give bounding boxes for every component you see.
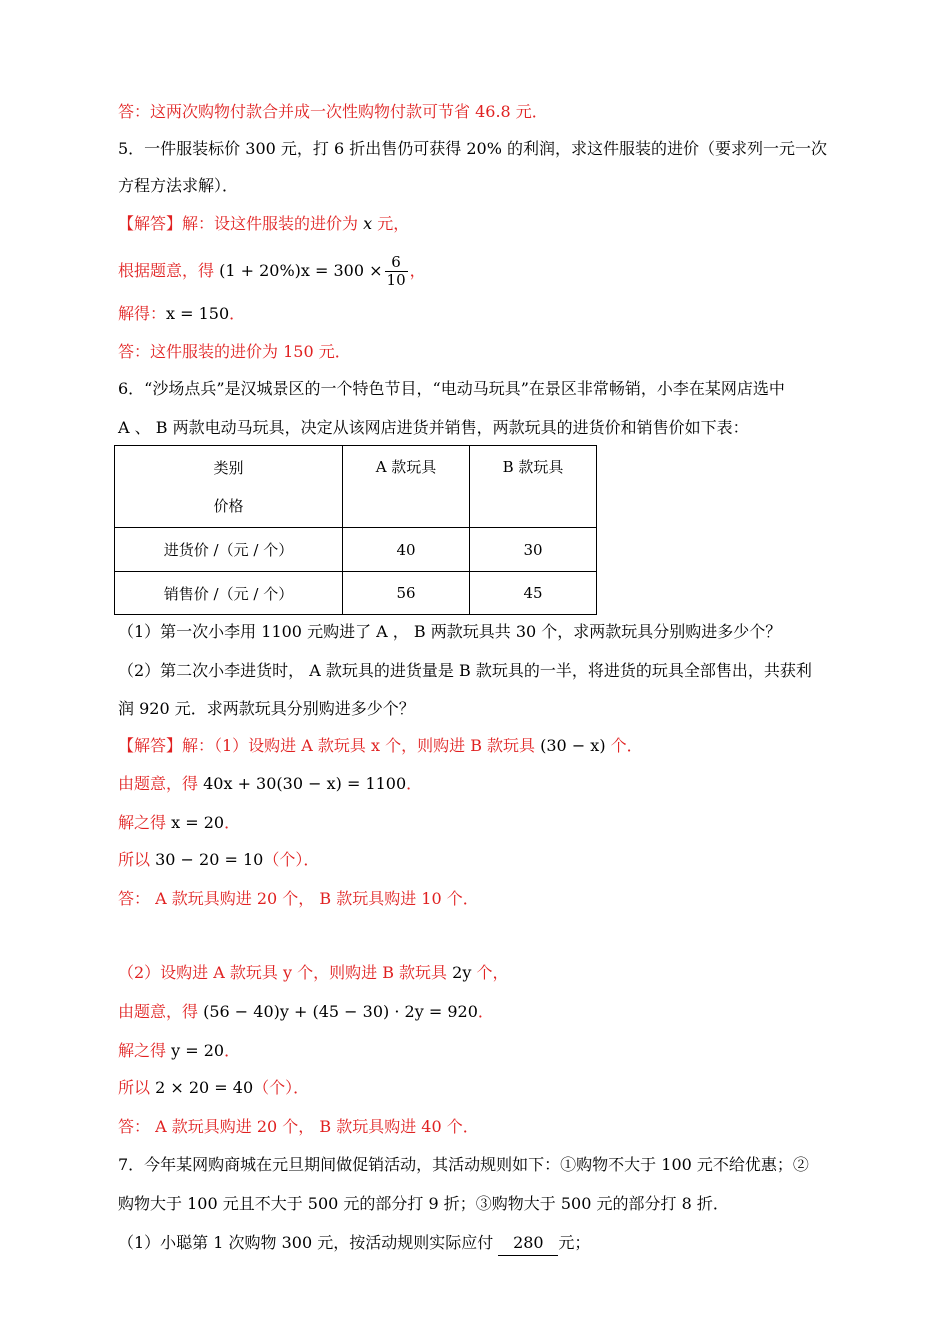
solution-6-so: [118, 848, 319, 872]
question-6-part2-line1: （2）第二次小李进货时， A 款玩具的进货量是 B 款玩具的一半，将进货的玩具全部售出，共获利: [118, 661, 812, 680]
part1-text: （1）小聪第 1 次购物 300 元，按活动规则实际应付: [118, 1233, 499, 1252]
equation-body: 40x + 30(30 − x) = 1100: [203, 774, 407, 793]
cell-purchase-b: 30: [470, 528, 597, 572]
solve-tail: ．: [224, 1041, 241, 1060]
cell-purchase-a: 40: [343, 528, 470, 572]
setup-tail: 个．: [605, 736, 643, 755]
row-label-sale: 销售价 /（元 / 个）: [115, 572, 343, 615]
setup-expression: 2y: [452, 963, 472, 982]
question-6-part1: （1）第一次小李用 1100 元购进了 A ， B 两款玩具共 30 个，求两款玩具分别购进多少个？: [118, 622, 782, 641]
so-expression: 2 × 20 = 40: [155, 1078, 254, 1097]
setup-text: 【解答】解：（1）设购进 A 款玩具 x 个，则购进 B 款玩具: [118, 736, 541, 755]
equation-intro: 由题意，得: [118, 774, 204, 793]
result-intro: 解得：: [118, 304, 167, 323]
answer-q6-part2: 答： A 款玩具购进 20 个， B 款玩具购进 40 个．: [118, 1117, 479, 1136]
fraction-numerator: 6: [385, 254, 408, 272]
so-intro: 所以: [118, 850, 156, 869]
fraction: [385, 254, 408, 289]
question-5-line1: 5．一件服装标价 300 元，打 6 折出售仍可获得 20% 的利润，求这件服装的进价（要求列一元一次: [118, 139, 827, 158]
question-7-line1: 7．今年某网购商城在元旦期间做促销活动，其活动规则如下：①购物不大于 100 元不给优惠；②: [118, 1155, 809, 1174]
solution-6-part2-solve: [118, 1039, 240, 1063]
setup-expression: (30 − x): [540, 736, 606, 755]
answer-q5: 答：这件服装的进价为 150 元．: [118, 342, 351, 361]
cell-sale-a: 56: [343, 572, 470, 615]
question-6-line2: A 、 B 两款电动马玩具，决定从该网店进货并销售，两款玩具的进货价和销售价如下表：: [118, 418, 749, 437]
solution-5-setup-tail: 元，: [372, 214, 410, 233]
solution-5-setup-text: 【解答】解：设这件服装的进价为: [118, 214, 364, 233]
equation-tail: ，: [409, 261, 426, 280]
solution-6-equation: [118, 772, 422, 796]
table-row: [115, 572, 597, 615]
header-col-a: A 款玩具: [343, 446, 470, 528]
solution-6-setup: [118, 734, 643, 758]
equation-intro: 根据题意，得: [118, 261, 220, 280]
solution-6-part2-equation: [118, 1000, 494, 1024]
variable-x: x: [363, 214, 373, 233]
answer-blank: 280: [498, 1231, 558, 1256]
equation-tail: ．: [406, 774, 423, 793]
table-header-row: [115, 446, 597, 528]
question-6-line1: 6．“沙场点兵”是汉城景区的一个特色节目，“电动马玩具”在景区非常畅销，小李在某网店选中: [118, 379, 785, 398]
cell-sale-b: 45: [470, 572, 597, 615]
solution-6-solve: [118, 811, 240, 835]
header-category: 类别: [213, 458, 244, 477]
setup-text: （2）设购进 A 款玩具 y 个，则购进 B 款玩具: [118, 963, 453, 982]
solve-value: y = 20: [171, 1041, 225, 1060]
solve-intro: 解之得: [118, 1041, 172, 1060]
solution-6-part2-setup: [118, 961, 508, 985]
equation-body: (1 + 20%)x = 300 ×: [219, 261, 383, 280]
so-unit: （个）．: [263, 850, 320, 869]
solution-5-setup: [118, 212, 409, 236]
setup-tail: 个，: [471, 963, 509, 982]
equation-body: (56 − 40)y + (45 − 30) · 2y = 920: [203, 1002, 478, 1021]
table-row: [115, 528, 597, 572]
header-col-b: B 款玩具: [470, 446, 597, 528]
so-expression: 30 − 20 = 10: [155, 850, 264, 869]
answer-q4: 答：这两次购物付款合并成一次性购物付款可节省 46.8 元．: [118, 102, 548, 121]
part1-unit: 元；: [558, 1233, 591, 1252]
question-6-part2-line2: 润 920 元．求两款玩具分别购进多少个？: [118, 699, 415, 718]
solution-6-part2-so: [118, 1076, 309, 1100]
equation-intro: 由题意，得: [118, 1002, 204, 1021]
result-value: x = 150: [166, 304, 230, 323]
question-7-line2: 购物大于 100 元且不大于 500 元的部分打 9 折；③购物大于 500 元的部分打 8 折．: [118, 1194, 729, 1213]
answer-q6-part1: 答： A 款玩具购进 20 个， B 款玩具购进 10 个．: [118, 889, 479, 908]
question-5-line2: 方程方法求解）．: [118, 176, 239, 195]
solve-intro: 解之得: [118, 813, 172, 832]
solve-tail: ．: [224, 813, 241, 832]
price-table: [114, 445, 597, 615]
so-intro: 所以: [118, 1078, 156, 1097]
so-unit: （个）．: [253, 1078, 310, 1097]
header-price: 价格: [213, 496, 244, 515]
result-tail: ．: [229, 304, 246, 323]
fraction-denominator: 10: [386, 271, 406, 289]
table-header-corner: [115, 446, 343, 528]
question-7-part1: [118, 1231, 590, 1256]
row-label-purchase: 进货价 /（元 / 个）: [115, 528, 343, 572]
solution-5-result: [118, 302, 245, 326]
solution-5-equation: [118, 252, 426, 290]
equation-tail: ．: [477, 1002, 494, 1021]
solve-value: x = 20: [171, 813, 225, 832]
